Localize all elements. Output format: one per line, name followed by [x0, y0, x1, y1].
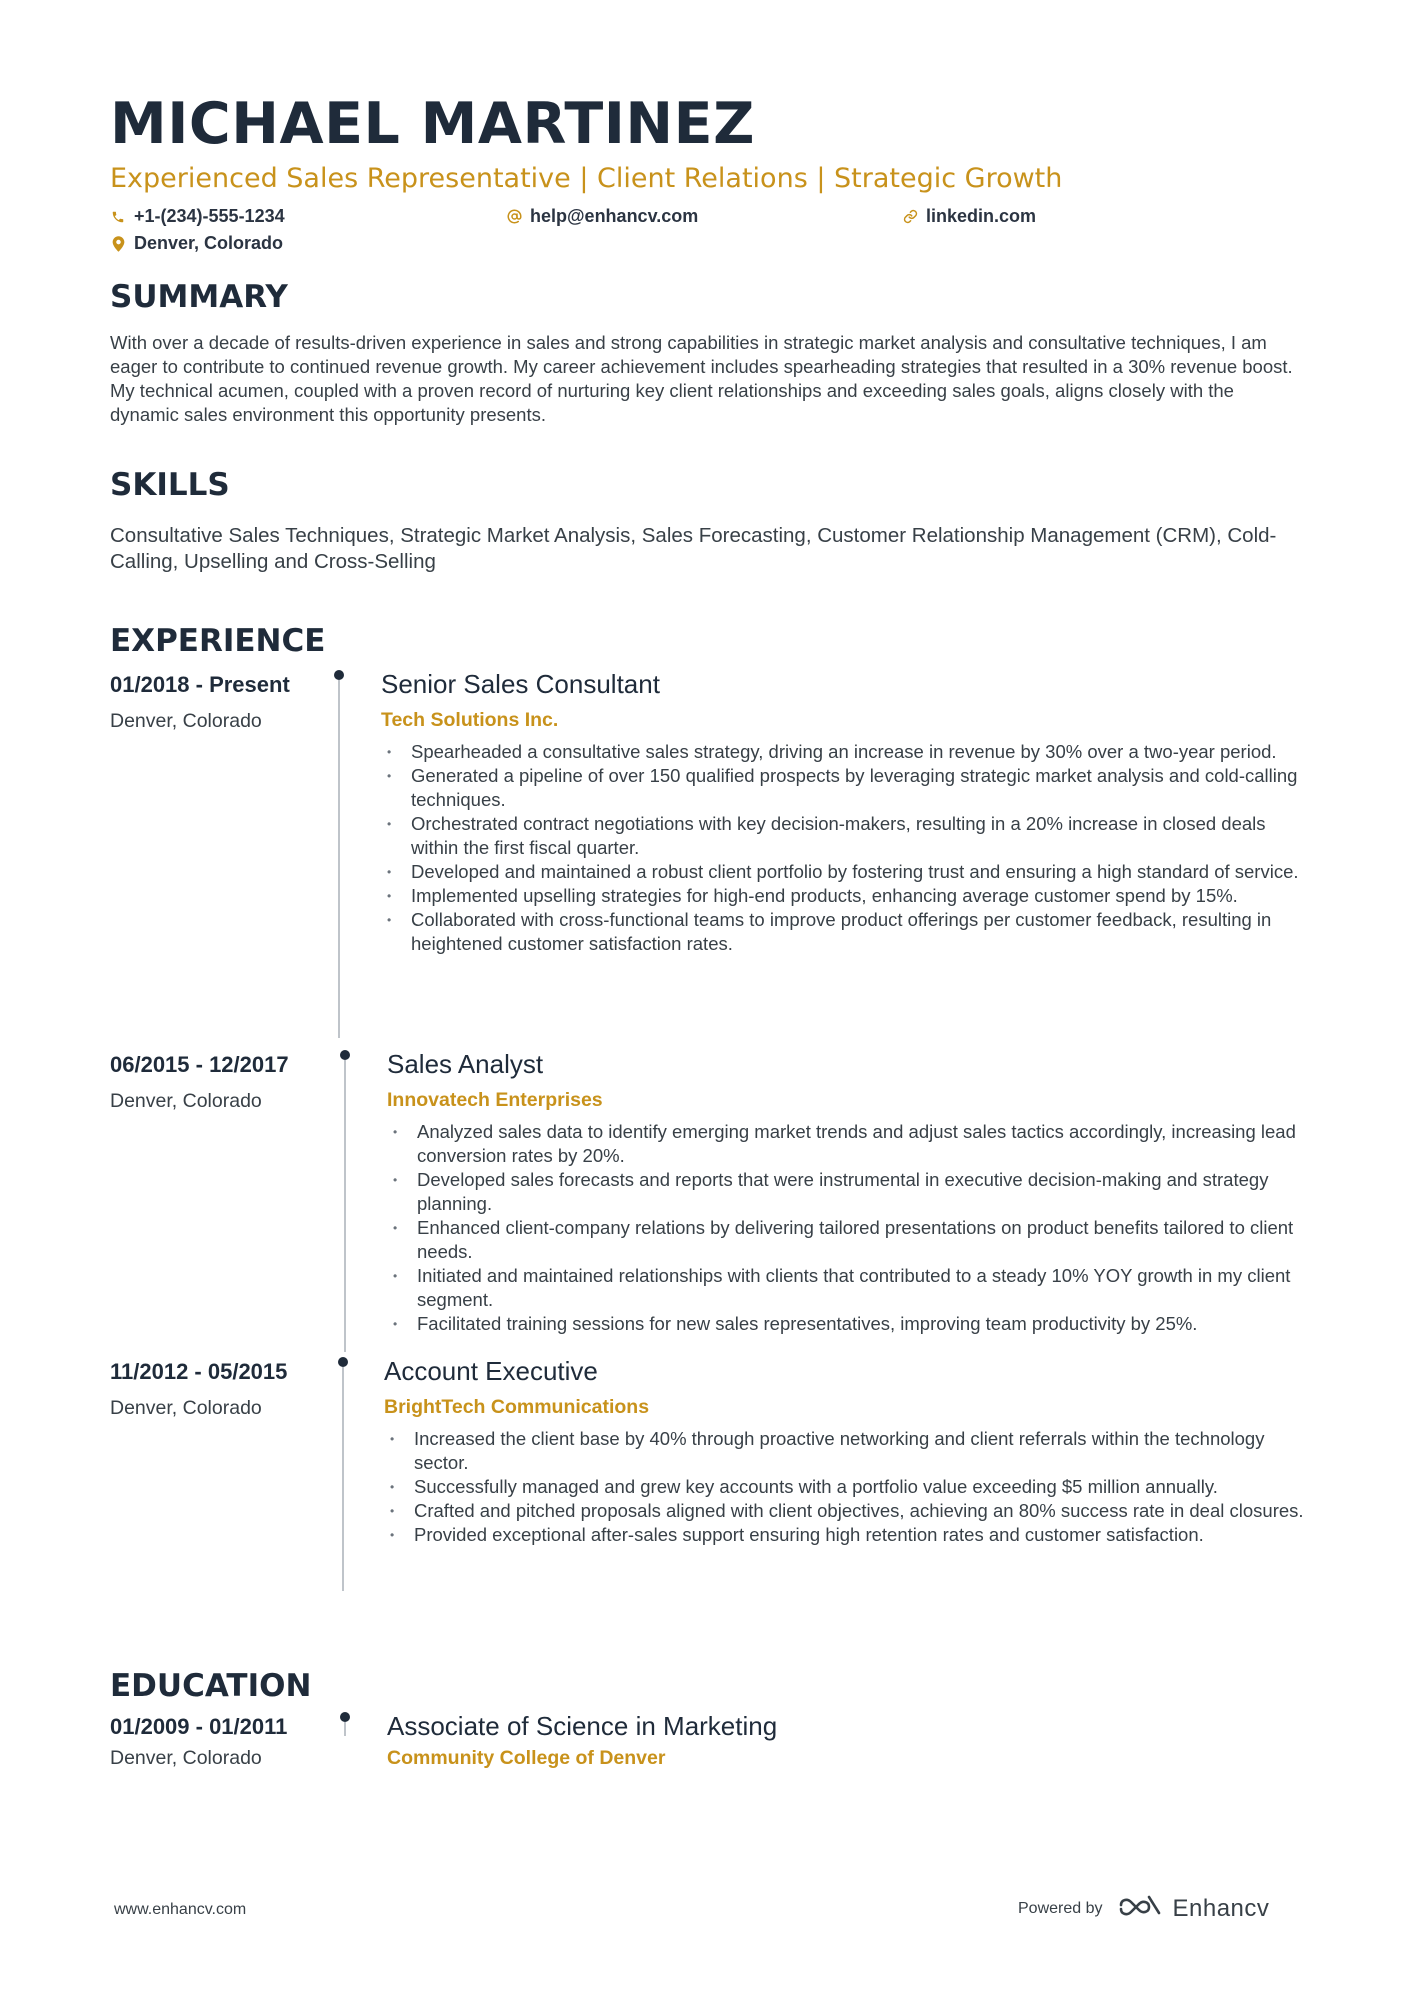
job-location: Denver, Colorado: [110, 1090, 262, 1112]
job-bullet: • Facilitated training sessions for new sales representatives, improving team productivity by 25%.: [387, 1312, 1306, 1336]
summary-title: SUMMARY: [110, 279, 288, 315]
job-bullet: • Successfully managed and grew key accounts with a portfolio value exceeding $5 million annually.: [384, 1475, 1306, 1499]
summary-section: [110, 279, 1306, 427]
job-bullet: • Collaborated with cross-functional teams to improve product offerings per customer feedback, resulting in heightened customer satisfaction rates.: [381, 908, 1306, 956]
education-title: EDUCATION: [110, 1668, 312, 1704]
job-bullet: • Provided exceptional after-sales support ensuring high retention rates and customer satisfaction.: [384, 1523, 1306, 1547]
timeline-line: [344, 1722, 346, 1736]
resume-page: [110, 91, 1306, 1769]
timeline-dot: [340, 1712, 350, 1722]
timeline-dot: [340, 1050, 350, 1060]
skills-title: SKILLS: [110, 467, 230, 503]
contact-linkedin[interactable]: [902, 206, 1036, 227]
education-school: Community College of Denver: [387, 1746, 666, 1769]
linkedin-link[interactable]: linkedin.com: [926, 206, 1037, 227]
email-link[interactable]: help@enhancv.com: [530, 206, 699, 227]
job-company: Innovatech Enterprises: [387, 1088, 603, 1111]
contact-row-1: [110, 203, 1306, 230]
brand-name: Enhancv: [1172, 1894, 1270, 1922]
job-bullet: • Developed and maintained a robust client portfolio by fostering trust and ensuring a high standard of service.: [381, 860, 1306, 884]
job-bullets: [384, 1427, 1306, 1547]
education-section: [110, 1668, 1306, 1769]
job-company: Tech Solutions Inc.: [381, 708, 559, 731]
candidate-name: MICHAEL MARTINEZ: [110, 91, 755, 157]
job-dates: 11/2012 - 05/2015: [110, 1359, 288, 1384]
skills-text: Consultative Sales Techniques, Strategic Market Analysis, Sales Forecasting, Customer Relationship Management (CRM), Cold-Calling, Upselling and Cross-Selling: [110, 524, 1277, 573]
powered-by-text: Powered by: [1018, 1899, 1103, 1917]
education-dates: 01/2009 - 01/2011: [110, 1714, 288, 1739]
candidate-tagline: Experienced Sales Representative | Client Relations | Strategic Growth: [110, 163, 1063, 194]
job-dates: 06/2015 - 12/2017: [110, 1052, 289, 1077]
job-location: Denver, Colorado: [110, 710, 262, 732]
job-bullets: [387, 1120, 1306, 1336]
skills-section: [110, 467, 1306, 575]
timeline-line: [338, 680, 340, 1038]
job-bullet: • Initiated and maintained relationships with clients that contributed to a steady 10% YOY growth in my client segment.: [387, 1264, 1306, 1312]
phone-text: +1-(234)-555-1234: [134, 206, 285, 227]
contact-row-2: [110, 230, 1306, 257]
job-role: Account Executive: [384, 1356, 598, 1386]
job-bullet: • Generated a pipeline of over 150 qualified prospects by leveraging strategic market analysis and cold-calling techniques.: [381, 764, 1306, 812]
education-location: Denver, Colorado: [110, 1747, 262, 1769]
job-company: BrightTech Communications: [384, 1395, 650, 1418]
job-role: Senior Sales Consultant: [381, 669, 660, 699]
job-bullets: [381, 740, 1306, 956]
contact-location: [110, 233, 283, 254]
at-sign-icon: [506, 209, 522, 225]
map-pin-icon: [110, 236, 126, 252]
contact-email[interactable]: [506, 206, 902, 227]
job-content: [384, 1356, 1306, 1547]
job-bullet: • Enhanced client-company relations by delivering tailored presentations on product benefits tailored to client needs.: [387, 1216, 1306, 1264]
job-content: [387, 1049, 1306, 1336]
location-text: Denver, Colorado: [134, 233, 284, 254]
job-bullet: • Crafted and pitched proposals aligned with client objectives, achieving an 80% success rate in deal closures.: [384, 1499, 1306, 1523]
experience-section: [110, 623, 1306, 1545]
job-bullet: • Analyzed sales data to identify emerging market trends and adjust sales tactics accordingly, increasing lead conversion rates by 20%.: [387, 1120, 1306, 1168]
page-footer: [0, 1893, 1410, 1933]
link-icon: [902, 209, 918, 225]
education-content: [387, 1711, 1306, 1770]
timeline-line: [342, 1367, 344, 1591]
job-bullet: • Developed sales forecasts and reports that were instrumental in executive decision-making and strategy planning.: [387, 1168, 1306, 1216]
footer-website[interactable]: www.enhancv.com: [114, 1901, 247, 1918]
job-bullet: • Spearheaded a consultative sales strategy, driving an increase in revenue by 30% over a two-year period.: [381, 740, 1306, 764]
job-bullet: • Increased the client base by 40% through proactive networking and client referrals within the technology sector.: [384, 1427, 1306, 1475]
experience-title: EXPERIENCE: [110, 623, 326, 659]
timeline-dot: [338, 1357, 348, 1367]
job-role: Sales Analyst: [387, 1049, 544, 1079]
job-location: Denver, Colorado: [110, 1397, 262, 1419]
enhancv-logo-icon: [1117, 1893, 1163, 1924]
timeline-line: [344, 1060, 346, 1352]
contact-info: [110, 203, 1306, 257]
brand-logo[interactable]: [1117, 1893, 1270, 1924]
contact-phone: [110, 206, 506, 227]
job-bullet: • Orchestrated contract negotiations with key decision-makers, resulting in a 20% increase in closed deals within the first fiscal quarter.: [381, 812, 1306, 860]
phone-icon: [110, 209, 126, 225]
education-degree: Associate of Science in Marketing: [387, 1711, 778, 1741]
footer-branding: [1018, 1893, 1269, 1924]
timeline-dot: [334, 670, 344, 680]
job-content: [381, 669, 1306, 956]
summary-text: With over a decade of results-driven experience in sales and strong capabilities in strategic market analysis and consultative techniques, I am eager to contribute to continued revenue growth. My career achievement includes spearheading strategies that resulted in a 30% revenue boost. My technical acumen, coupled with a proven record of nurturing key client relationships and exceeding sales goals, aligns closely with the dynamic sales environment this opportunity presents.: [110, 332, 1293, 425]
job-dates: 01/2018 - Present: [110, 672, 290, 697]
job-bullet: • Implemented upselling strategies for high-end products, enhancing average customer spend by 15%.: [381, 884, 1306, 908]
